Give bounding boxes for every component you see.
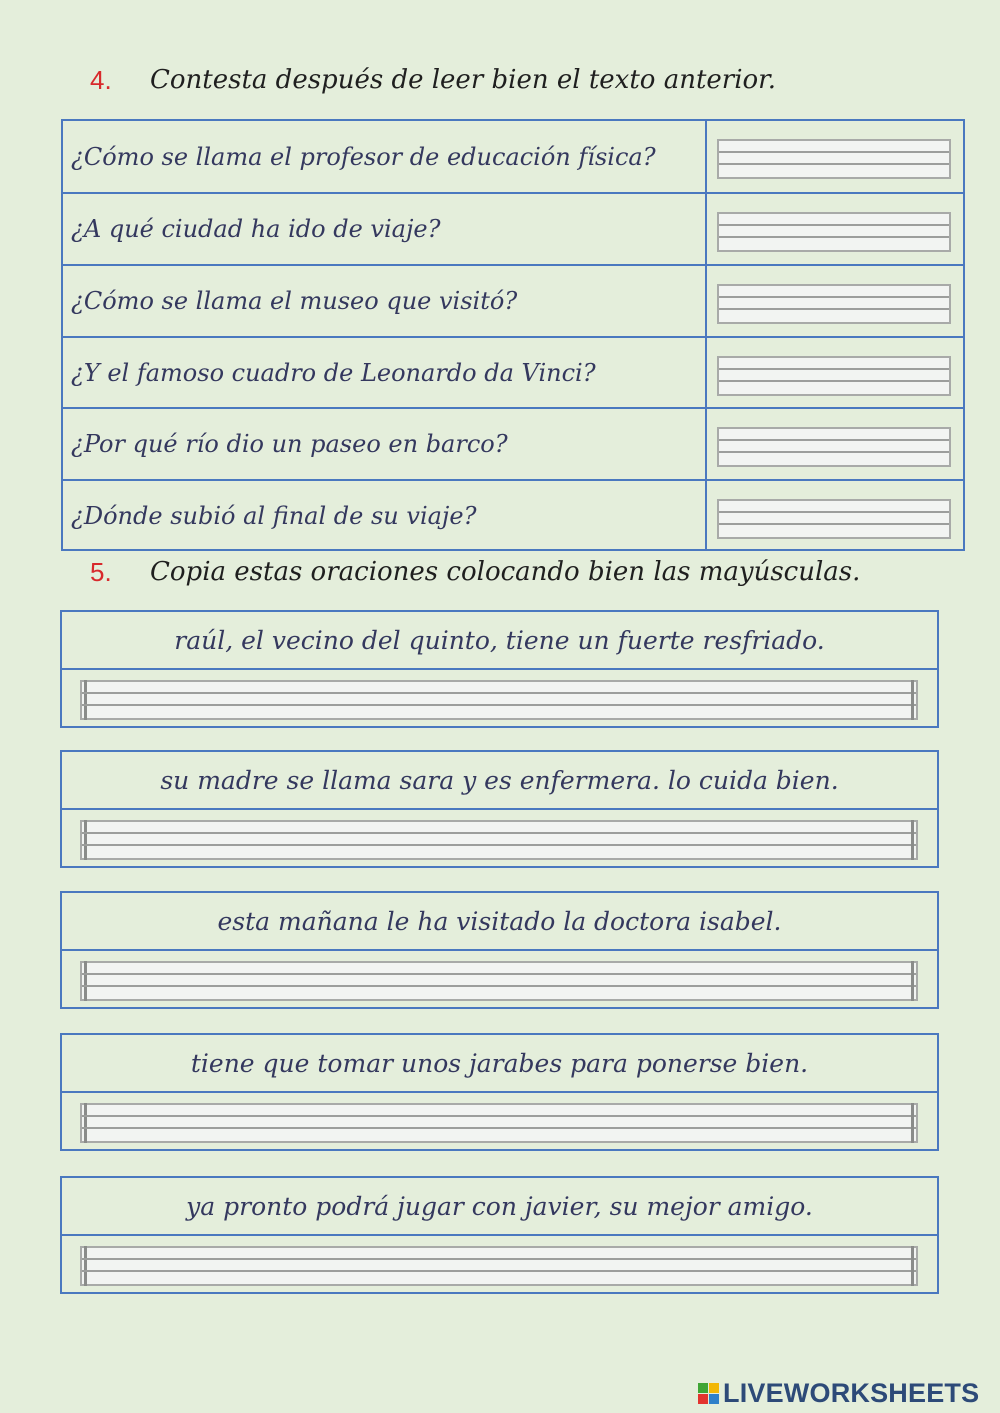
- section-4-heading: [90, 60, 776, 100]
- answer-cell: [705, 121, 963, 193]
- answer-field[interactable]: [717, 139, 951, 179]
- answer-field[interactable]: [717, 356, 951, 396]
- question-row: [63, 479, 963, 551]
- question-row: [63, 121, 963, 193]
- answer-cell: [705, 266, 963, 336]
- answer-cell: [705, 338, 963, 408]
- question-text: ¿Por qué río dio un paseo en barco?: [71, 430, 508, 458]
- question-text: ¿A qué ciudad ha ido de viaje?: [71, 215, 441, 243]
- copy-answer-field[interactable]: [80, 680, 918, 720]
- logo-mark-icon: [698, 1383, 719, 1404]
- question-row: [63, 407, 963, 479]
- question-text: ¿Dónde subió al final de su viaje?: [71, 502, 477, 530]
- question-row: [63, 192, 963, 264]
- question-text: ¿Cómo se llama el museo que visitó?: [71, 287, 518, 315]
- sentence-box: [60, 750, 939, 868]
- section-5-number: 5.: [90, 556, 112, 587]
- section-5-instruction: Copia estas oraciones colocando bien las mayúsculas.: [150, 557, 861, 587]
- sentence-box: [60, 1033, 939, 1151]
- answer-cell: [705, 481, 963, 551]
- question-row: [63, 336, 963, 408]
- copy-answer-field[interactable]: [80, 1103, 918, 1143]
- sentence-box: [60, 891, 939, 1009]
- logo-text: LIVEWORKSHEETS: [723, 1377, 980, 1408]
- sentence-box: [60, 610, 939, 728]
- liveworksheets-logo: [698, 1378, 979, 1408]
- sentence-text: su madre se llama sara y es enfermera. lo cuida bien.: [62, 752, 937, 810]
- answer-field[interactable]: [717, 284, 951, 324]
- answer-cell: [705, 194, 963, 264]
- section-4-number: 4.: [90, 64, 112, 95]
- copy-answer-field[interactable]: [80, 1246, 918, 1286]
- answer-field[interactable]: [717, 499, 951, 539]
- answer-field[interactable]: [717, 427, 951, 467]
- questions-table: [61, 119, 965, 551]
- sentence-text: ya pronto podrá jugar con javier, su mejor amigo.: [62, 1178, 937, 1236]
- sentence-box: [60, 1176, 939, 1294]
- answer-field[interactable]: [717, 212, 951, 252]
- sentence-text: esta mañana le ha visitado la doctora isabel.: [62, 893, 937, 951]
- question-text: ¿Y el famoso cuadro de Leonardo da Vinci?: [71, 359, 596, 387]
- sentence-text: raúl, el vecino del quinto, tiene un fuerte resfriado.: [62, 612, 937, 670]
- copy-answer-field[interactable]: [80, 961, 918, 1001]
- section-4-instruction: Contesta después de leer bien el texto anterior.: [150, 65, 777, 95]
- copy-answer-field[interactable]: [80, 820, 918, 860]
- section-5-heading: [90, 552, 860, 592]
- answer-cell: [705, 409, 963, 479]
- question-text: ¿Cómo se llama el profesor de educación física?: [71, 143, 656, 171]
- sentence-text: tiene que tomar unos jarabes para ponerse bien.: [62, 1035, 937, 1093]
- question-row: [63, 264, 963, 336]
